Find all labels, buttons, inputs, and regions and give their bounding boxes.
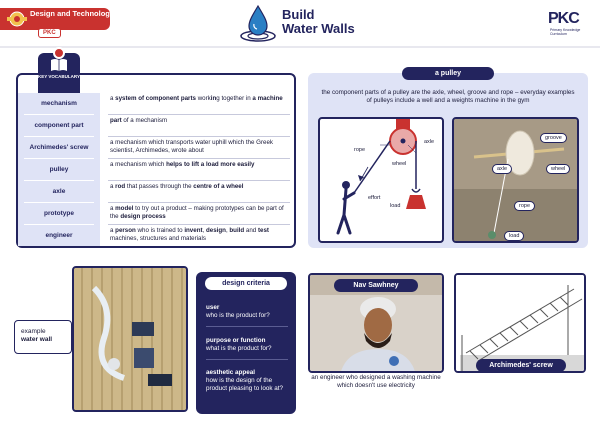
vocabulary-definition: a rod that passes through the centre of a wheel [110, 183, 244, 190]
engineer-caption: an engineer who designed a washing machine which doesn't use electricity [311, 374, 441, 389]
vocabulary-definition: part of a mechanism [110, 117, 168, 124]
photo-label-axle: axle [492, 164, 512, 174]
pkc-logo-subtitle: Primary Knowledge Curriculum [550, 28, 581, 36]
divider [206, 359, 288, 360]
book-icon [50, 58, 68, 72]
vocabulary-definition: a model to try out a product – making prototypes can be part of the design process [110, 205, 284, 220]
photo-label-groove: groove [540, 133, 567, 143]
water-wall-label-line-2: water wall [21, 336, 53, 343]
design-criteria-heading: design criteria [205, 277, 287, 290]
criteria-aesthetic-text: how is the design of the product pleasing to look at? [206, 377, 284, 392]
water-wall-label-line-1: example [21, 328, 46, 335]
vocabulary-definition: a system of component parts working together in a machine [110, 95, 283, 102]
vocabulary-term: mechanism [41, 100, 77, 107]
page-title [282, 8, 355, 36]
title-line-2: Water Walls [282, 21, 355, 36]
vocabulary-row [18, 203, 294, 225]
photo-label-load: load [504, 231, 524, 241]
vocabulary-row [18, 225, 294, 247]
criteria-user-text: who is the product for? [206, 312, 270, 319]
diagram-label-effort: effort [368, 195, 381, 201]
criteria-aesthetic-title: aesthetic appeal [206, 369, 255, 376]
load-ball [488, 231, 496, 239]
diagram-label-load: load [390, 203, 401, 209]
pkc-logo: PKC [548, 10, 579, 27]
pulley-intro: the component parts of a pulley are the axle, wheel, groove and rope – everyday examples of pulleys include a well and a weights machine in the gym [321, 89, 575, 104]
vocabulary-definition: a mechanism which helps to lift a load more easily [110, 161, 255, 168]
vocabulary-term: engineer [45, 232, 73, 239]
vocabulary-term: prototype [44, 210, 74, 217]
archimedes-screw-label: Archimedes' screw [476, 359, 566, 372]
vocabulary-row [18, 159, 294, 181]
gear-icon [6, 9, 28, 29]
key-vocabulary-label: KEY VOCABULARY [38, 74, 81, 79]
vocabulary-row [18, 137, 294, 159]
criteria-purpose-title: purpose or function [206, 337, 266, 344]
diagram-label-axle: axle [424, 139, 435, 145]
vocabulary-term: axle [52, 188, 66, 195]
water-wall-label [14, 320, 72, 354]
vocabulary-row [18, 93, 294, 115]
vocabulary-term: pulley [49, 166, 69, 173]
title-line-1: Build [282, 7, 315, 22]
vocabulary-row [18, 181, 294, 203]
divider [206, 326, 288, 327]
archimedes-screw-image [454, 273, 586, 373]
criteria-aesthetic [206, 369, 294, 393]
photo-label-rope: rope [514, 201, 535, 211]
subject-tag: PKC [38, 28, 61, 38]
key-vocabulary-badge [38, 53, 80, 93]
vocabulary-term: Archimedes' screw [29, 144, 89, 151]
pulley-diagram [318, 117, 444, 243]
vocabulary-row [18, 115, 294, 137]
criteria-purpose [206, 337, 294, 353]
pulley-heading: a pulley [402, 67, 494, 80]
pin-icon [53, 47, 65, 59]
diagram-label-wheel: wheel [392, 161, 407, 167]
vocabulary-term: component part [34, 122, 84, 129]
diagram-label-rope: rope [354, 147, 366, 153]
engineer-name: Nav Sawhney [334, 279, 418, 292]
water-wall-photo [72, 266, 188, 412]
photo-label-wheel: wheel [546, 164, 570, 174]
vocabulary-definition: a person who is trained to invent, design, build and test machines, structures and materials [110, 227, 269, 242]
criteria-user-title: user [206, 304, 220, 311]
subject-title: Design and Technology [30, 9, 115, 18]
weight-icon [406, 195, 426, 209]
water-drop-icon [238, 2, 278, 44]
criteria-user [206, 304, 294, 320]
pulley-photo [452, 117, 579, 243]
criteria-purpose-text: what is the product for? [206, 345, 272, 352]
vocabulary-definition: a mechanism which transports water uphill which the Greek scientist, Archimedes, wrote about [110, 139, 274, 154]
